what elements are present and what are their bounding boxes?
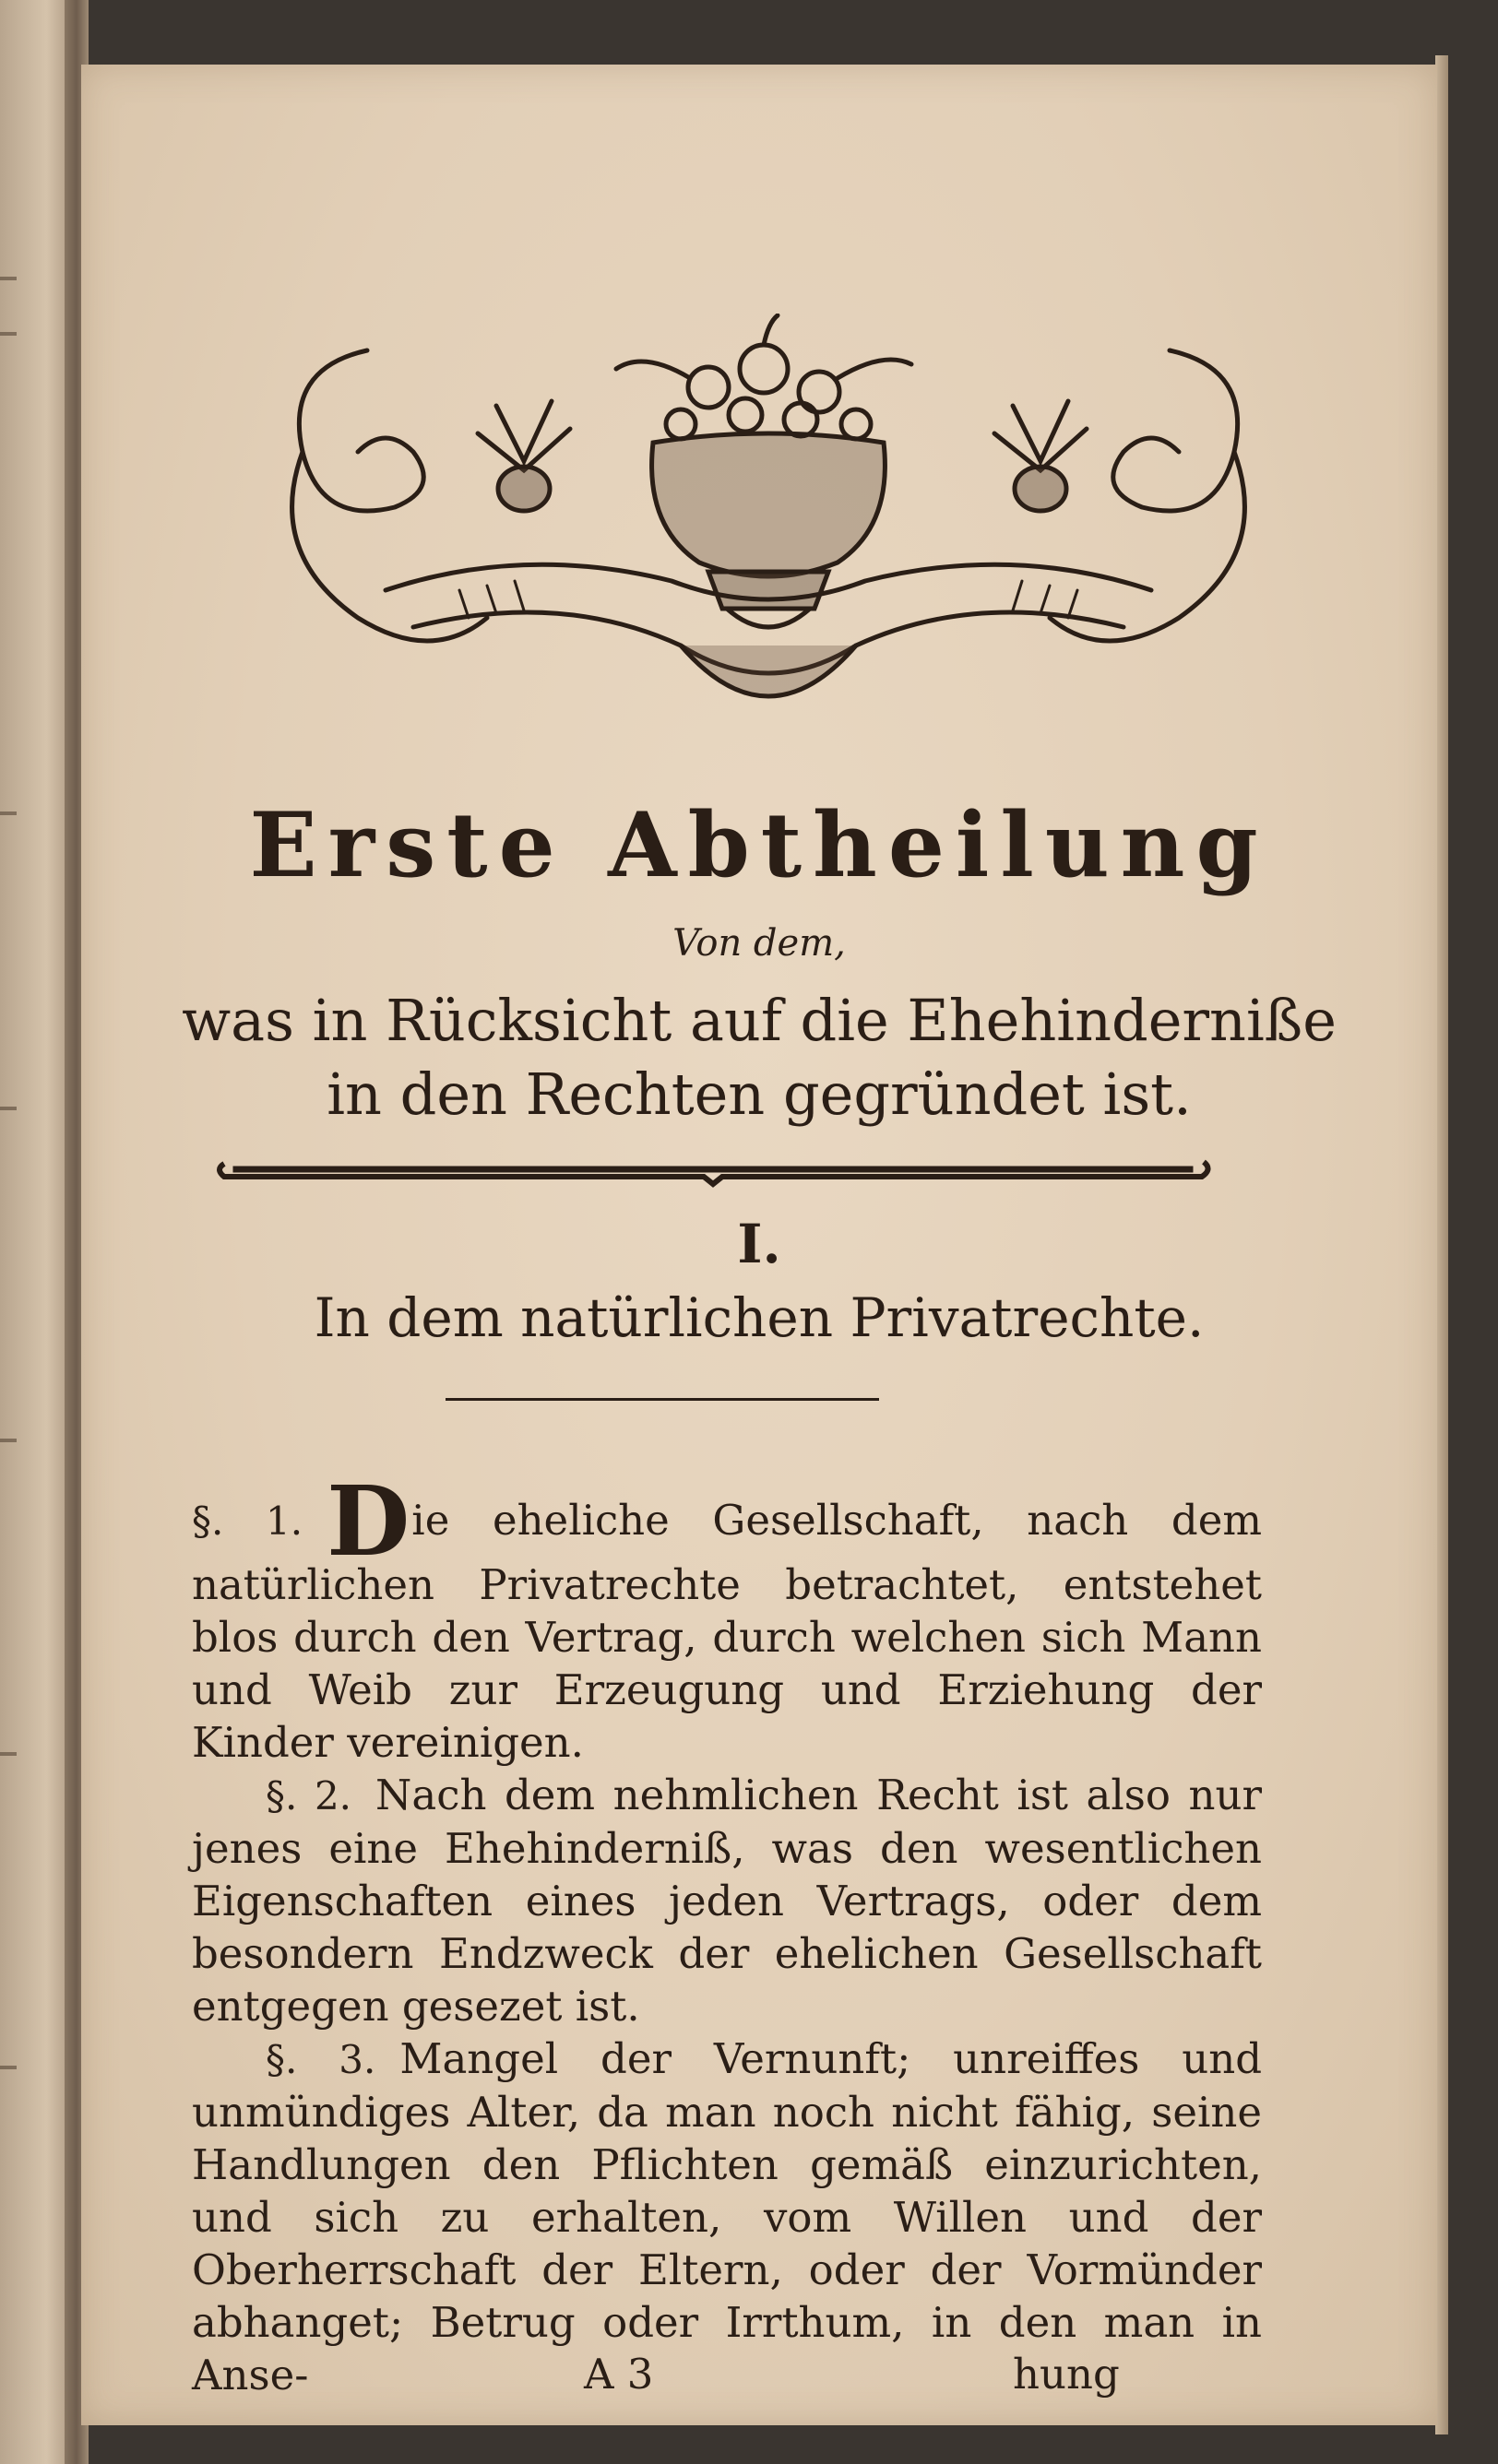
paragraph: [192, 2032, 1262, 2401]
chapter-title: Erste Abtheilung: [249, 793, 1269, 897]
signature-mark: A 3: [584, 2350, 654, 2399]
chapter-subtitle-line-1: was in Rücksicht auf die Ehehinderniße: [182, 987, 1337, 1054]
drop-cap: D: [327, 1464, 410, 1578]
paragraph: [192, 1464, 1263, 1769]
section-title: In dem natürlichen Privatrechte.: [314, 1286, 1205, 1349]
section-divider: [446, 1398, 879, 1401]
paragraph-mark: §. 2.: [266, 1773, 352, 1818]
woodcut-vignette-ornament: [247, 314, 1290, 793]
paragraph-mark: §. 1.: [192, 1499, 303, 1544]
decorative-rule-ornament: [206, 1153, 1220, 1190]
paragraph: [192, 1769, 1262, 2032]
chapter-subtitle-line-2: in den Rechten gegründet ist.: [327, 1060, 1192, 1128]
page-edge: [1435, 55, 1448, 2434]
paragraph-text: ie eheliche Gesellschaft, nach dem natürlichen Privatrechte betrachtet, entstehet blos durch den Vertrag, durch welchen sich Mann und Weib zur Erzeugung und Erziehung der Kinder vereinigen.: [192, 1496, 1263, 1767]
body-text: [192, 1464, 1263, 2401]
paragraph-text: Mangel der Vernunft; unreiffes und unmündiges Alter, da man noch nicht fähig, seine Handlungen den Pflichten gemäß einzurichten, und sich zu erhalten, vom Willen und der Oberherrschaft der Eltern, oder der Vormünder abhanget; Betrug oder Irrthum, in den man in Anse-: [192, 2034, 1263, 2399]
paragraph-text: Nach dem nehmlichen Recht ist also nur jenes eine Ehehinderniß, was den wesentlichen Eigenschaften eines jeden Vertrags, oder dem besondern Endzweck der ehelichen Gesellschaft entgegen gesezet ist.: [192, 1771, 1262, 2031]
paragraph-mark: §. 3.: [266, 2037, 376, 2082]
section-number: I.: [737, 1213, 781, 1275]
chapter-subtitle-intro: Von dem,: [672, 922, 846, 965]
book-page: [81, 65, 1437, 2425]
catchword: hung: [1013, 2350, 1120, 2399]
